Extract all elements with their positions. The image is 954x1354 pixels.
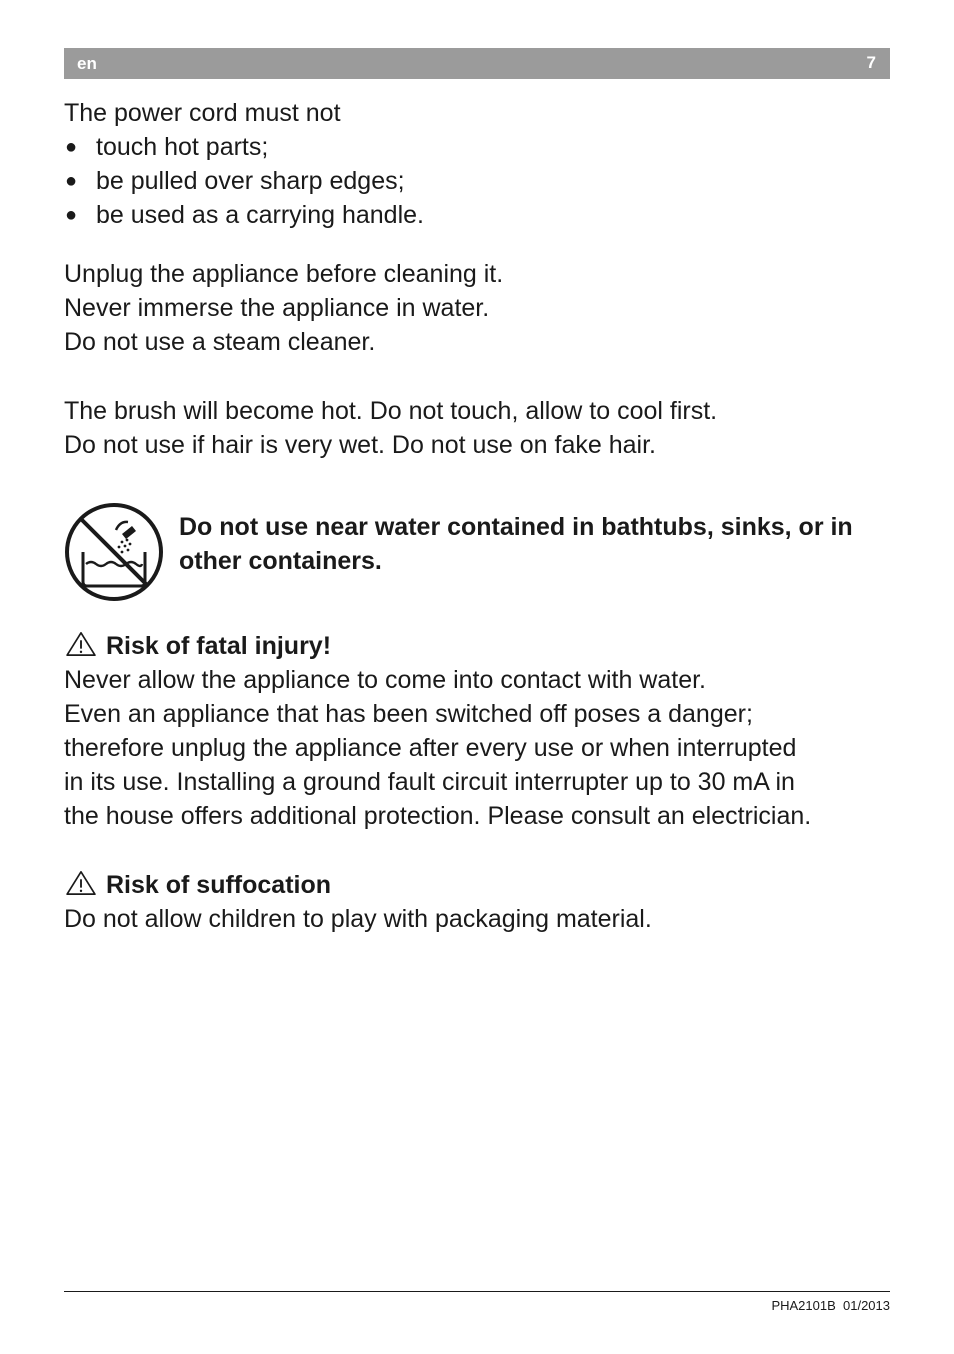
suffocation-heading: Risk of suffocation bbox=[106, 871, 332, 899]
cord-intro: The power cord must not bbox=[64, 99, 341, 127]
suffocation-heading-row bbox=[64, 868, 890, 902]
cleaning-line: Unplug the appliance before cleaning it. bbox=[64, 260, 504, 288]
cleaning-line: Never immerse the appliance in water. bbox=[64, 294, 490, 322]
water-notice-text: Do not use near water contained in bathtubs, sinks, or in other containers. bbox=[179, 513, 853, 575]
brush-line: The brush will become hot. Do not touch, allow to cool first. bbox=[64, 397, 718, 425]
fatal-injury-line: the house offers additional protection. Please consult an electrician. bbox=[64, 802, 812, 830]
warning-triangle-icon bbox=[64, 631, 98, 657]
brush-line: Do not use if hair is very wet. Do not use on fake hair. bbox=[64, 431, 656, 459]
fatal-injury-line: in its use. Installing a ground fault circuit interrupter up to 30 mA in bbox=[64, 768, 795, 796]
cord-list bbox=[64, 130, 890, 232]
list-item: ● be used as a carrying handle. bbox=[64, 198, 890, 232]
page-number: 7 bbox=[866, 53, 876, 72]
suffocation-text: Do not allow children to play with packaging material. bbox=[64, 905, 652, 933]
no-water-icon bbox=[64, 502, 164, 602]
list-item: ● touch hot parts; bbox=[64, 130, 890, 164]
fatal-injury-line: therefore unplug the appliance after every use or when interrupted bbox=[64, 734, 797, 762]
water-notice bbox=[64, 502, 890, 599]
footer bbox=[771, 1298, 890, 1313]
fatal-injury-heading-row bbox=[64, 629, 890, 663]
fatal-injury-line: Never allow the appliance to come into contact with water. bbox=[64, 666, 707, 694]
language-label: en bbox=[77, 54, 97, 73]
edition-date: 01/2013 bbox=[843, 1298, 890, 1313]
header-bar bbox=[64, 48, 890, 79]
list-item: ● be pulled over sharp edges; bbox=[64, 164, 890, 198]
page-content bbox=[64, 96, 890, 936]
cleaning-line: Do not use a steam cleaner. bbox=[64, 328, 376, 356]
footer-divider bbox=[64, 1291, 890, 1292]
fatal-injury-heading: Risk of fatal injury! bbox=[106, 632, 332, 660]
warning-triangle-icon bbox=[64, 870, 98, 896]
model-number: PHA2101B bbox=[771, 1298, 836, 1313]
fatal-injury-line: Even an appliance that has been switched off poses a danger; bbox=[64, 700, 753, 728]
